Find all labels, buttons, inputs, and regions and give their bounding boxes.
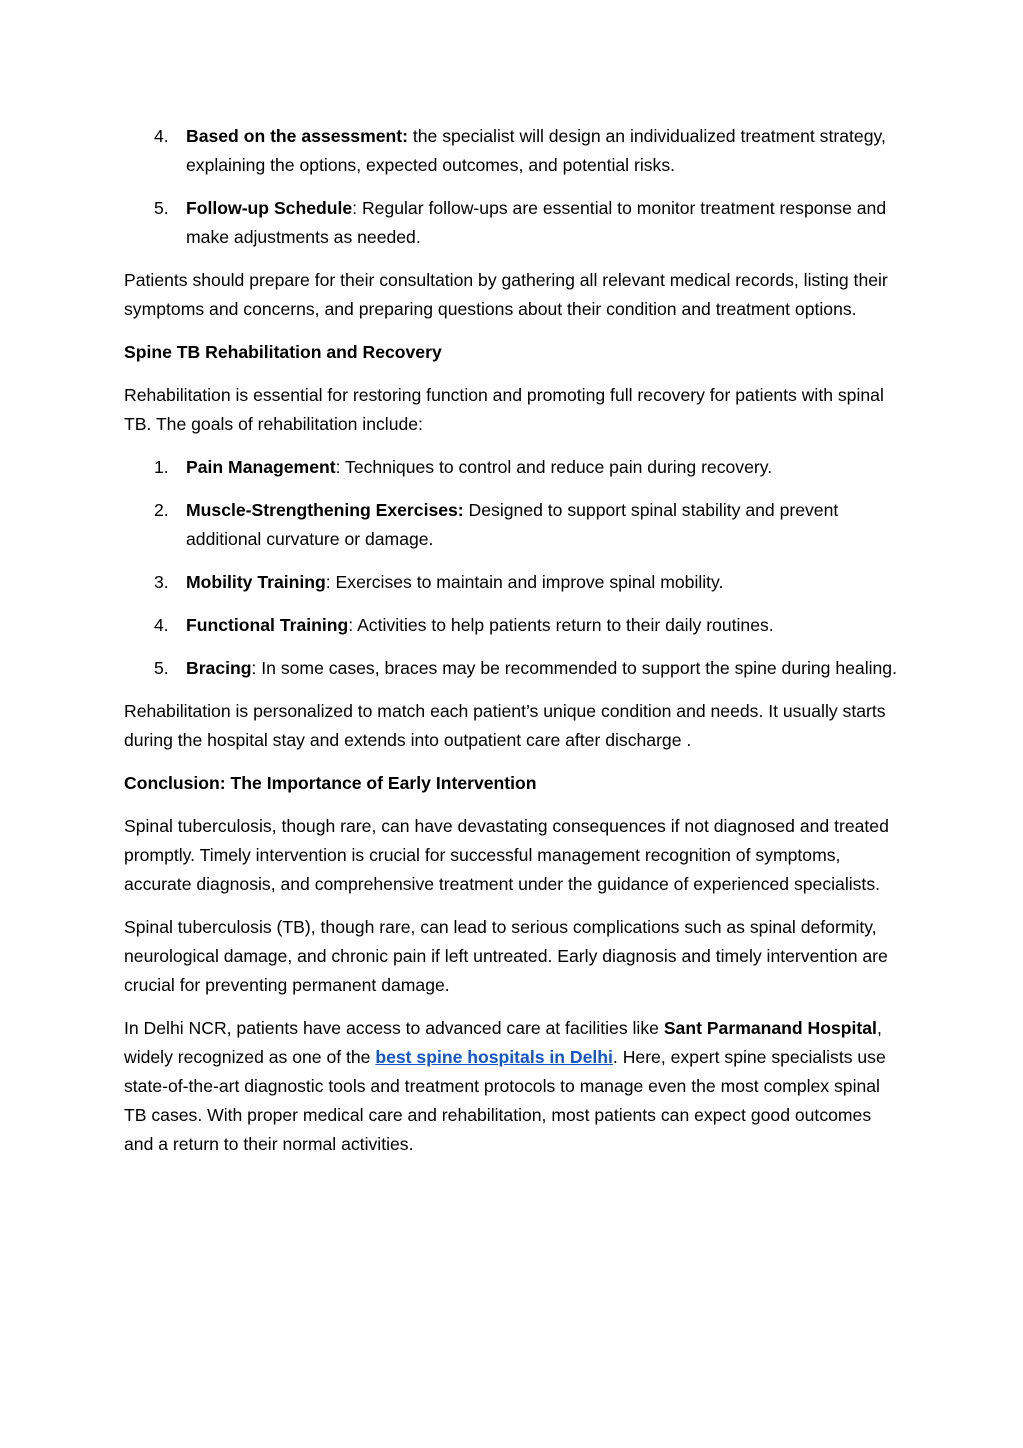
delhi-text-2: , widely recognized as one of the [124,1018,882,1067]
consultation-prep-paragraph: Patients should prepare for their consultation by gathering all relevant medical records, listing their symptoms and concerns, and preparing questions about their condition and treatment options. [124,270,888,319]
list-item-title: Based on the assessment: [186,126,408,146]
list-item-title: Mobility Training [186,572,326,592]
rehab-goals-list [124,453,904,683]
conclusion-heading: Conclusion: The Importance of Early Intervention [124,773,537,793]
list-item-title: Pain Management [186,457,336,477]
list-item-text: : In some cases, braces may be recommended to support the spine during healing. [251,658,897,678]
conclusion-paragraph-2: Spinal tuberculosis (TB), though rare, can lead to serious complications such as spinal deformity, neurological damage, and chronic pain if left untreated. Early diagnosis and timely intervention are crucial for preventing permanent damage. [124,917,888,995]
list-item [124,453,904,482]
best-spine-hospitals-link[interactable]: best spine hospitals in Delhi [375,1047,613,1067]
list-item-text: Designed to support spinal stability and prevent additional curvature or damage. [186,500,839,549]
list-item-text: : Activities to help patients return to their daily routines. [348,615,774,635]
rehab-heading: Spine TB Rehabilitation and Recovery [124,342,442,362]
list-number: 5. [154,658,169,678]
delhi-text-1: In Delhi NCR, patients have access to advanced care at facilities like [124,1018,664,1038]
list-item-title: Bracing [186,658,252,678]
list-number: 5. [154,198,169,218]
list-item [124,122,904,180]
list-number: 3. [154,572,169,592]
conclusion-paragraph-1: Spinal tuberculosis, though rare, can have devastating consequences if not diagnosed and treated promptly. Timely intervention is crucial for successful management recognition of symptoms, accurate diagnosis, and comprehensive treatment under the guidance of experienced specialists. [124,816,889,894]
list-number: 4. [154,126,169,146]
list-item [124,568,904,597]
assessment-list [124,122,904,252]
delhi-text-3: . Here, expert spine specialists use state-of-the-art diagnostic tools and treatment protocols to manage even the most complex spinal TB cases. With proper medical care and rehabilitation, most patients can expect good outcomes and a return to their normal activities. [124,1047,886,1154]
list-item [124,654,904,683]
document-page [124,122,904,1173]
list-number: 1. [154,457,169,477]
rehab-personalized-paragraph: Rehabilitation is personalized to match each patient’s unique condition and needs. It usually starts during the hospital stay and extends into outpatient care after discharge . [124,701,886,750]
list-number: 4. [154,615,169,635]
list-number: 2. [154,500,169,520]
list-item-title: Follow-up Schedule [186,198,353,218]
list-item-text: : Techniques to control and reduce pain during recovery. [335,457,773,477]
list-item [124,194,904,252]
list-item-text: : Exercises to maintain and improve spinal mobility. [325,572,724,592]
hospital-name: Sant Parmanand Hospital [663,1018,877,1038]
list-item-text: the specialist will design an individualized treatment strategy, explaining the options, expected outcomes, and potential risks. [186,126,886,175]
list-item [124,496,904,554]
delhi-ncr-paragraph [124,1014,904,1159]
rehab-intro-paragraph: Rehabilitation is essential for restoring function and promoting full recovery for patients with spinal TB. The goals of rehabilitation include: [124,385,884,434]
list-item-text: : Regular follow-ups are essential to monitor treatment response and make adjustments as needed. [186,198,887,247]
list-item-title: Functional Training [186,615,349,635]
list-item [124,611,904,640]
list-item-title: Muscle-Strengthening Exercises: [186,500,464,520]
